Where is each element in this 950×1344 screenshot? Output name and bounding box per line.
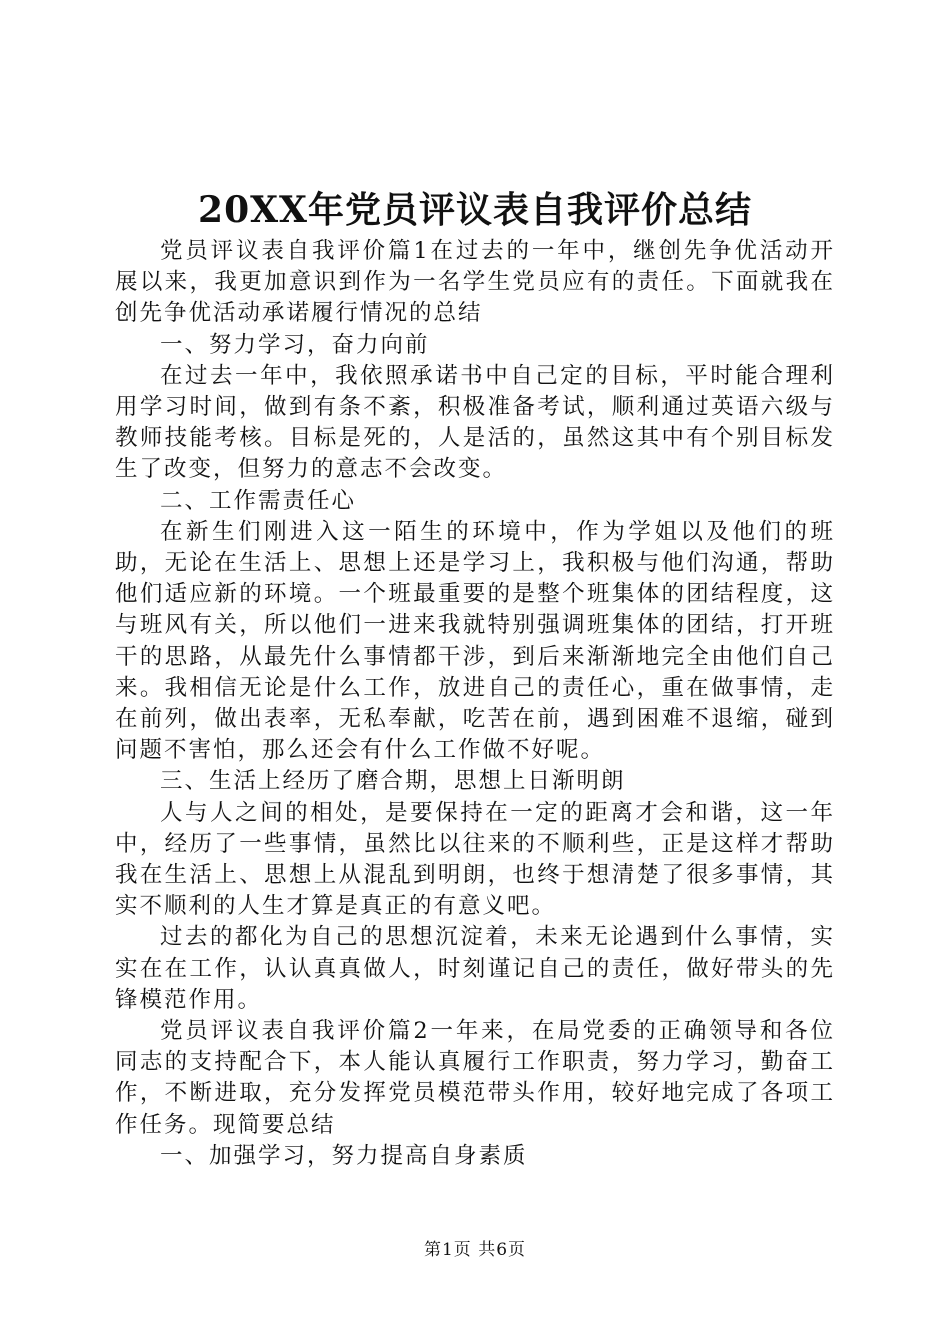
paragraph-intro-2: 党员评议表自我评价篇2一年来，在局党委的正确领导和各位同志的支持配合下，本人能认真履行工作职责，努力学习，勤奋工作，不断进取，充分发挥党员模范带头作用，较好地完成了各项工作任务。现简要总结 [115, 1018, 835, 1138]
section-heading-1: 一、努力学习，奋力向前 [160, 331, 430, 358]
section-heading-4: 一、加强学习，努力提高自身素质 [160, 1142, 528, 1169]
paragraph-future: 过去的都化为自己的思想沉淀着，未来无论遇到什么事情，实实在在工作，认认真真做人，时刻谨记自己的责任，做好带头的先锋模范作用。 [115, 924, 835, 1013]
document-title: 20XX年党员评议表自我评价总结 [198, 189, 752, 231]
paragraph-study: 在过去一年中，我依照承诺书中自己定的目标，平时能合理利用学习时间，做到有条不紊，积极准备考试，顺利通过英语六级与教师技能考核。目标是死的，人是活的，虽然这其中有个别目标发生了改变，但努力的意志不会改变。 [115, 362, 835, 483]
section-heading-2: 二、工作需责任心 [160, 487, 357, 514]
paragraph-intro-1: 党员评议表自我评价篇1在过去的一年中，继创先争优活动开展以来，我更加意识到作为一名学生党员应有的责任。下面就我在创先争优活动承诺履行情况的总结 [115, 238, 835, 327]
paragraph-work: 在新生们刚进入这一陌生的环境中，作为学姐以及他们的班助，无论在生活上、思想上还是学习上，我积极与他们沟通，帮助他们适应新的环境。一个班最重要的是整个班集体的团结程度，这与班风有关，所以他们一进来我就特别强调班集体的团结，打开班干的思路，从最先什么事情都干涉，到后来渐渐地完全由他们自己来。我相信无论是什么工作，放进自己的责任心，重在做事情，走在前列，做出表率，无私奉献，吃苦在前，遇到困难不退缩，碰到问题不害怕，那么还会有什么工作做不好呢。 [115, 518, 835, 764]
page-number-footer: 第1页 共6页 [423, 1240, 527, 1260]
paragraph-life: 人与人之间的相处，是要保持在一定的距离才会和谐，这一年中，经历了一些事情，虽然比以往来的不顺利些，正是这样才帮助我在生活上、思想上从混乱到明朗，也终于想清楚了很多事情，其实不顺利的人生才算是真正的有意义吧。 [115, 799, 835, 920]
document-body [115, 236, 835, 1172]
section-heading-3: 三、生活上经历了磨合期，思想上日渐明朗 [160, 768, 626, 795]
